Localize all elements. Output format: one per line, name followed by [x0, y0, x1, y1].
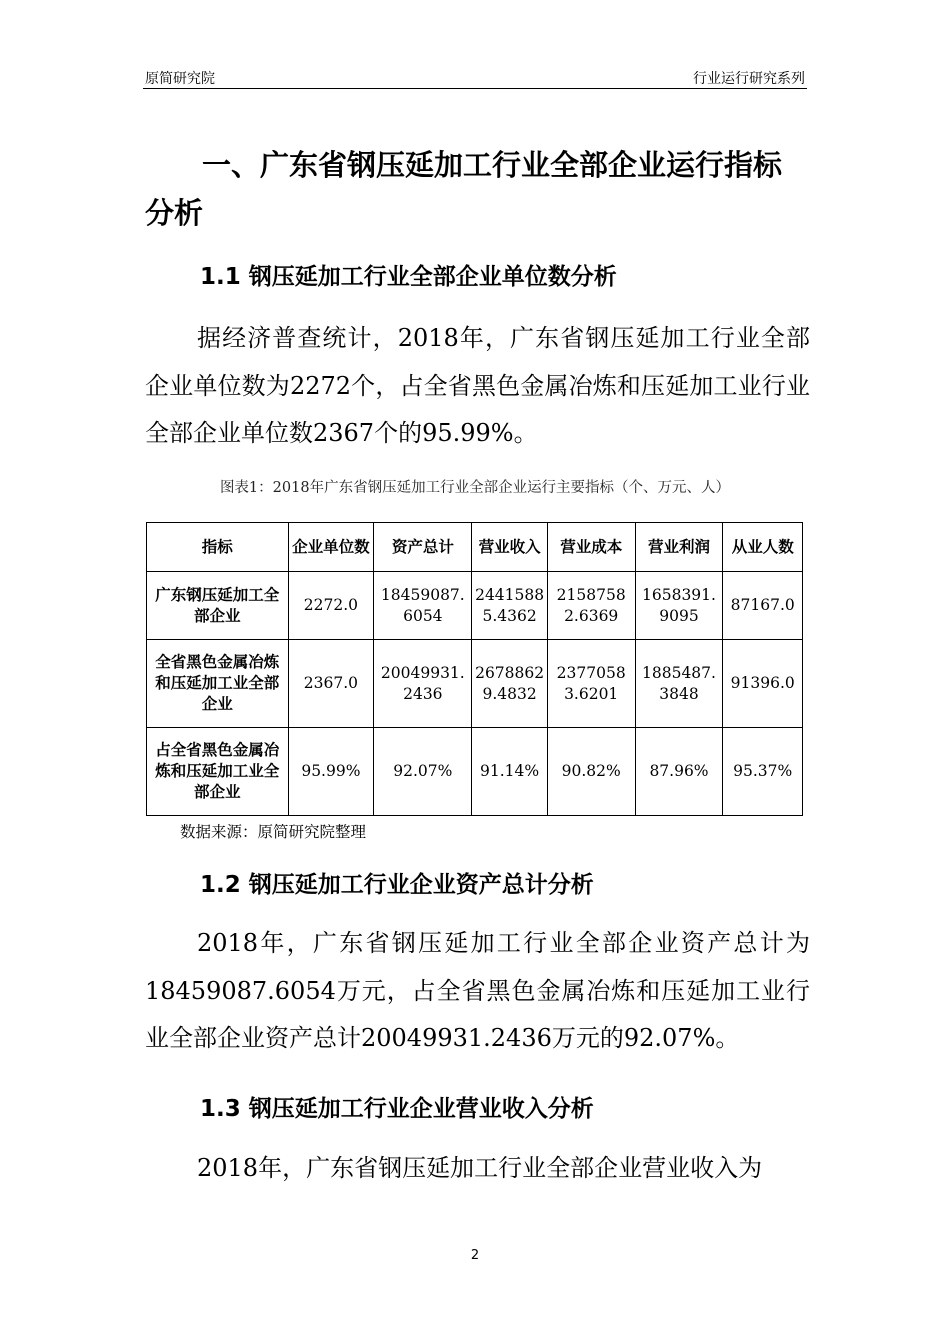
header-right: 行业运行研究系列 [693, 71, 805, 87]
column-header: 营业利润 [635, 523, 723, 572]
table-cell: 24415885.4362 [472, 572, 547, 640]
table-cell: 90.82% [547, 728, 635, 816]
table-cell: 20049931.2436 [374, 640, 472, 728]
row-header: 广东钢压延加工全部企业 [147, 572, 289, 640]
table-cell: 91.14% [472, 728, 547, 816]
table-cell: 95.99% [288, 728, 374, 816]
table-cell: 21587582.6369 [547, 572, 635, 640]
table-cell: 26788629.4832 [472, 640, 547, 728]
table-cell: 87167.0 [723, 572, 803, 640]
paragraph: 2018年，广东省钢压延加工行业全部企业资产总计为18459087.6054万元，占全省黑色金属冶炼和压延加工业行业全部企业资产总计20049931.2436万元的92.07%。 [145, 929, 810, 1052]
table-cell: 91396.0 [723, 640, 803, 728]
table-cell: 2272.0 [288, 572, 374, 640]
table-cell: 87.96% [635, 728, 723, 816]
row-header: 占全省黑色金属冶炼和压延加工业全部企业 [147, 728, 289, 816]
table-row [147, 572, 803, 640]
section-heading: 1.2 钢压延加工行业企业资产总计分析 [200, 872, 594, 898]
section-heading: 1.3 钢压延加工行业企业营业收入分析 [200, 1096, 594, 1122]
table-row [147, 728, 803, 816]
column-header: 指标 [147, 523, 289, 572]
header-divider [143, 88, 807, 89]
column-header: 企业单位数 [288, 523, 374, 572]
indicator-table [146, 522, 803, 816]
table-header-row [147, 523, 803, 572]
table-cell: 95.37% [723, 728, 803, 816]
table-cell: 18459087.6054 [374, 572, 472, 640]
table-cell: 1658391.9095 [635, 572, 723, 640]
paragraph: 据经济普查统计，2018年，广东省钢压延加工行业全部企业单位数为2272个，占全省黑色金属冶炼和压延加工业行业全部企业单位数2367个的95.99%。 [145, 324, 810, 447]
paragraph: 2018年，广东省钢压延加工行业全部企业营业收入为 [197, 1154, 763, 1182]
table-caption: 图表1：2018年广东省钢压延加工行业全部企业运行主要指标（个、万元、人） [219, 480, 731, 496]
column-header: 资产总计 [374, 523, 472, 572]
chapter-title: 一、广东省钢压延加工行业全部企业运行指标分析 [145, 148, 783, 230]
page-number: 2 [470, 1248, 480, 1263]
table-cell: 23770583.6201 [547, 640, 635, 728]
table-source: 数据来源：原简研究院整理 [180, 823, 367, 841]
header-left: 原简研究院 [145, 71, 215, 87]
row-header: 全省黑色金属冶炼和压延加工业全部企业 [147, 640, 289, 728]
table-cell: 92.07% [374, 728, 472, 816]
table-row [147, 640, 803, 728]
table-cell: 2367.0 [288, 640, 374, 728]
table-cell: 1885487.3848 [635, 640, 723, 728]
column-header: 从业人数 [723, 523, 803, 572]
column-header: 营业成本 [547, 523, 635, 572]
section-heading: 1.1 钢压延加工行业全部企业单位数分析 [200, 264, 617, 290]
column-header: 营业收入 [472, 523, 547, 572]
